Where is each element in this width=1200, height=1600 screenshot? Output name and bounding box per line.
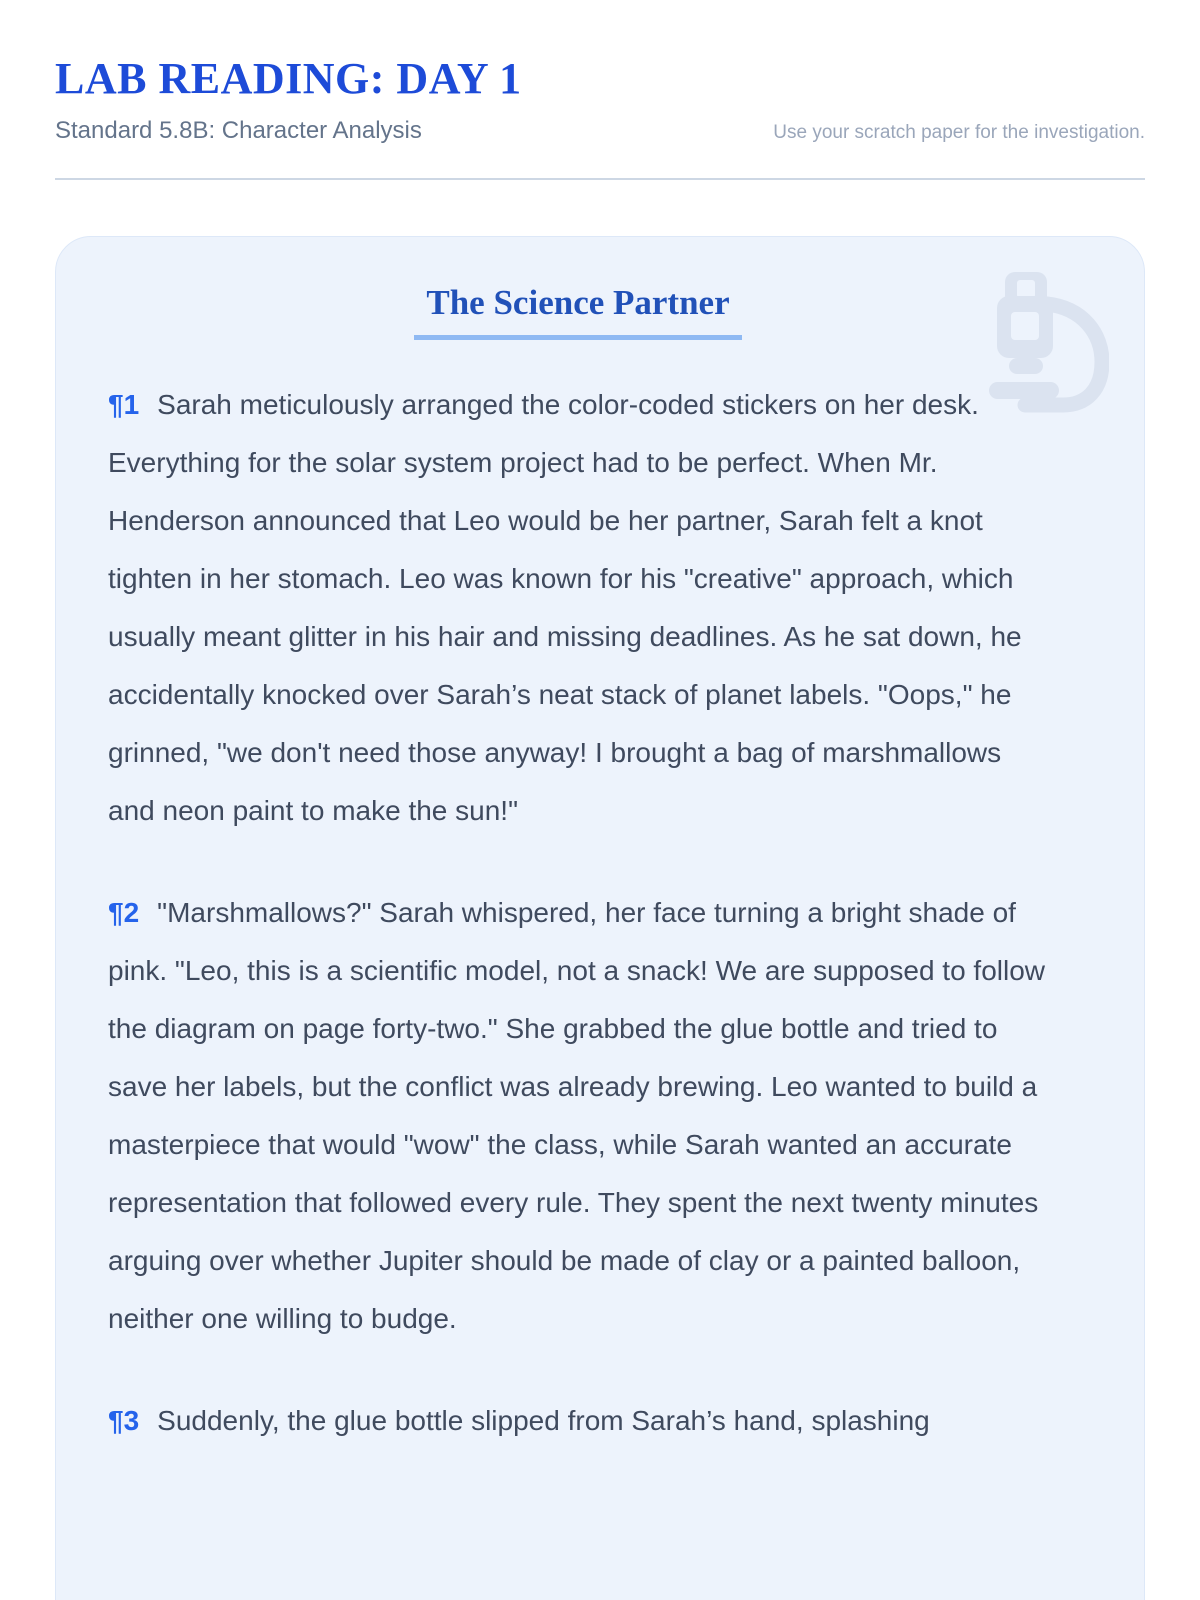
paragraph-2-marker: ¶2 xyxy=(108,897,140,928)
passage-paragraph-2 xyxy=(108,884,1048,1348)
page-title: LAB READING: DAY 1 xyxy=(55,54,522,103)
paragraph-2-text: "Marshmallows?" Sarah whispered, her face turning a bright shade of pink. "Leo, this is a scientific model, not a snack! We are supposed to follow the diagram on page forty-two." She grabbed the glue bottle and tried to save her labels, but the conflict was already brewing. Leo wanted to build a masterpiece that would "wow" the class, while Sarah wanted an accurate representation that followed every rule. They spent the next twenty minutes arguing over whether Jupiter should be made of clay or a painted balloon, neither one willing to budge. xyxy=(108,897,1046,1334)
passage-body xyxy=(108,376,1048,1450)
paragraph-1-text: Sarah meticulously arranged the color-coded stickers on her desk. Everything for the solar system project had to be perfect. When Mr. Henderson announced that Leo would be her partner, Sarah felt a knot tighten in her stomach. Leo was known for his "creative" approach, which usually meant glitter in his hair and missing deadlines. As he sat down, he accidentally knocked over Sarah’s neat stack of planet labels. "Oops," he grinned, "we don't need those anyway! I brought a bag of marshmallows and neon paint to make the sun!" xyxy=(108,389,1022,826)
passage-paragraph-1 xyxy=(108,376,1048,840)
header-divider xyxy=(55,178,1145,180)
passage-paragraph-3 xyxy=(108,1392,1048,1450)
standard-subtitle: Standard 5.8B: Character Analysis xyxy=(55,117,422,144)
passage-title: The Science Partner xyxy=(414,283,741,340)
passage-card xyxy=(55,236,1145,1600)
scratch-paper-note: Use your scratch paper for the investigation. xyxy=(773,122,1145,143)
header-row xyxy=(55,116,1145,146)
paragraph-3-text: Suddenly, the glue bottle slipped from Sarah’s hand, splashing xyxy=(157,1405,930,1436)
passage-title-wrap xyxy=(108,283,1048,340)
paragraph-1-marker: ¶1 xyxy=(108,389,140,420)
paragraph-3-marker: ¶3 xyxy=(108,1405,140,1436)
page-header xyxy=(0,0,1200,146)
